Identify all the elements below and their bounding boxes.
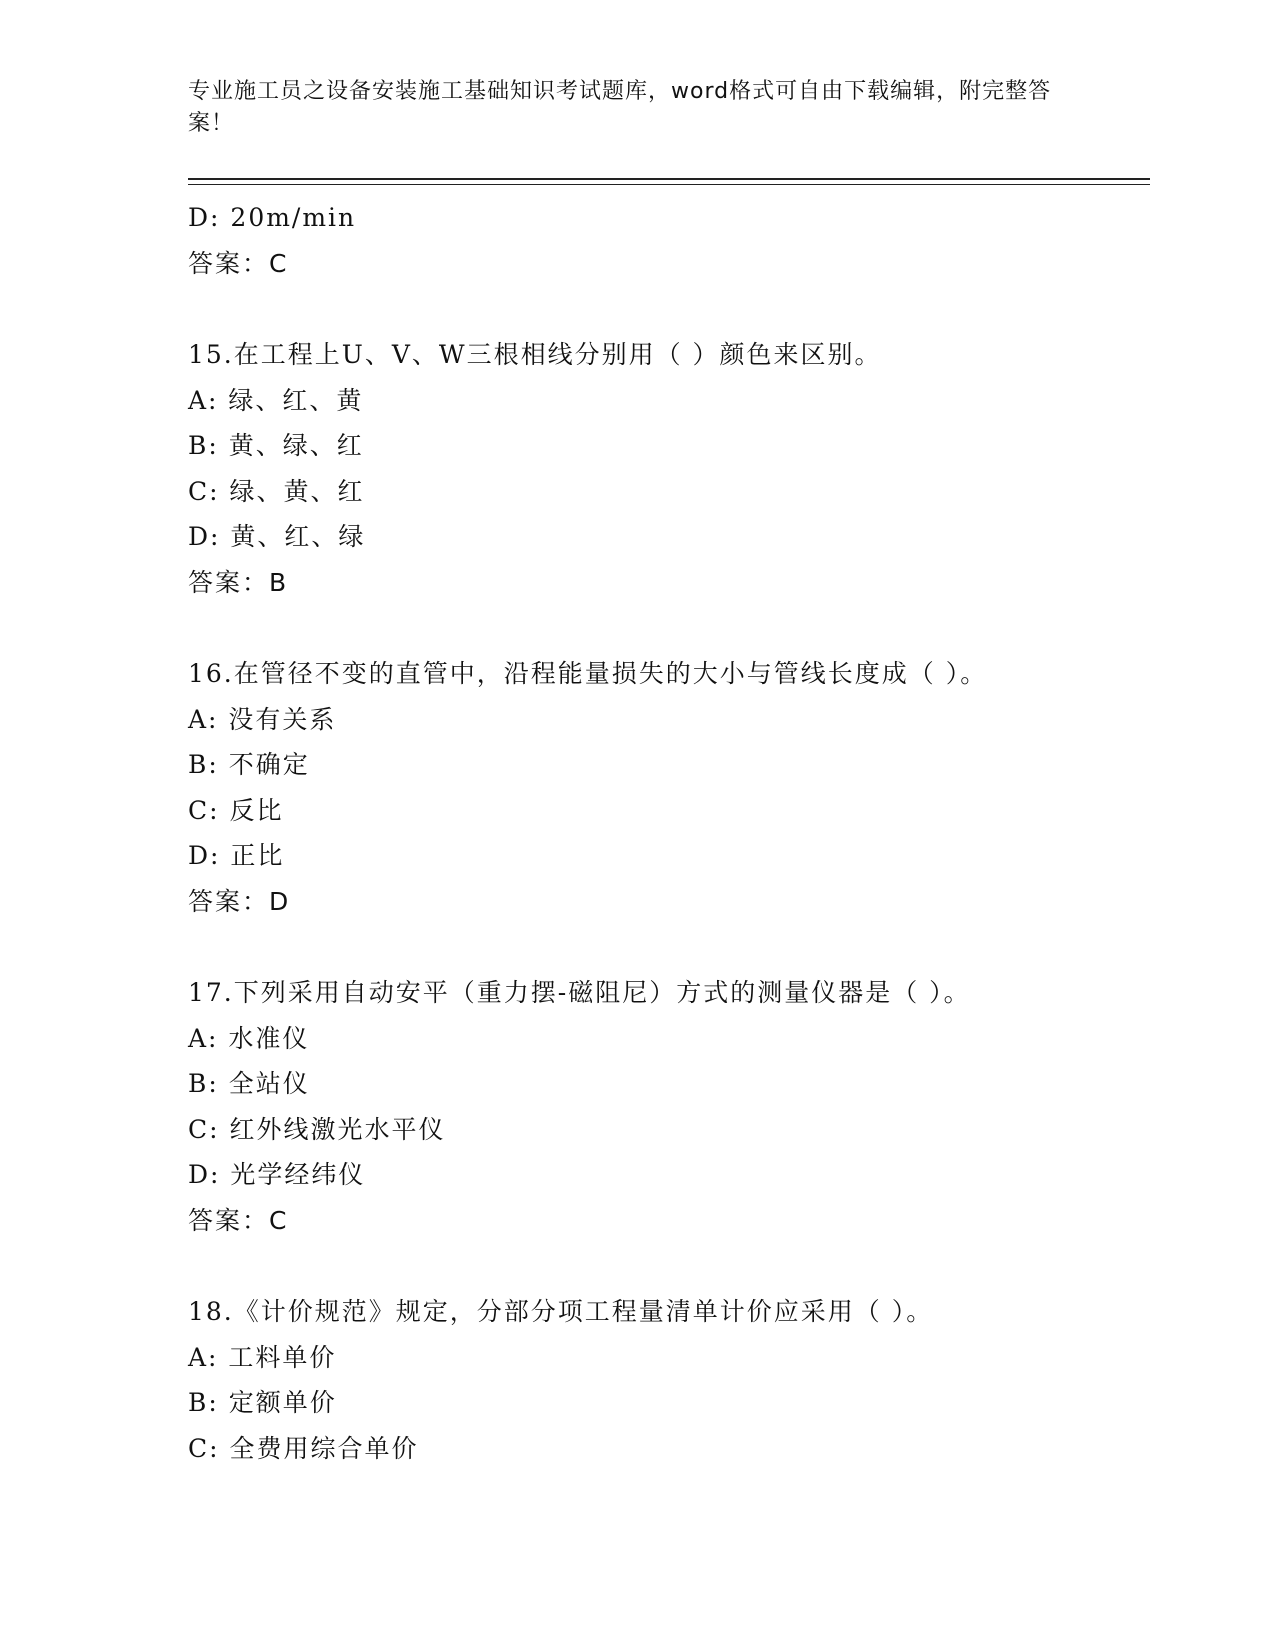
question-17 [188, 970, 1148, 1243]
answer: 答案：C [188, 1205, 289, 1235]
option-c: C: 反比 [188, 795, 284, 825]
header-rule-thin [188, 184, 1150, 185]
option-a: A: 工料单价 [188, 1342, 337, 1372]
question-15 [188, 332, 1148, 605]
answer: 答案：B [188, 567, 289, 597]
option-c: C: 红外线激光水平仪 [188, 1114, 446, 1144]
option-c: C: 全费用综合单价 [188, 1433, 419, 1463]
question-stem: 17.下列采用自动安平（重力摆-磁阻尼）方式的测量仪器是（ ）。 [188, 978, 971, 1007]
document-body [188, 195, 1148, 1471]
question-16 [188, 651, 1148, 924]
prev-option-d: D: 20m/min [188, 203, 357, 232]
spacer [188, 605, 1148, 651]
header-rule-thick [188, 178, 1150, 180]
question-stem: 18.《计价规范》规定，分部分项工程量清单计价应采用（ ）。 [188, 1297, 934, 1326]
option-d: D: 光学经纬仪 [188, 1160, 366, 1189]
answer: 答案：D [188, 886, 291, 916]
option-a: A: 水准仪 [188, 1023, 310, 1053]
option-b: B: 定额单价 [188, 1388, 337, 1417]
question-18 [188, 1289, 1148, 1471]
option-b: B: 全站仪 [188, 1069, 310, 1098]
spacer [188, 286, 1148, 332]
option-b: B: 黄、绿、红 [188, 431, 364, 460]
option-d: D: 正比 [188, 841, 285, 870]
option-a: A: 绿、红、黄 [188, 385, 364, 415]
option-b: B: 不确定 [188, 750, 310, 779]
question-stem: 15.在工程上U、V、W三根相线分别用（ ）颜色来区别。 [188, 340, 882, 369]
prev-answer: 答案：C [188, 248, 289, 278]
option-a: A: 没有关系 [188, 704, 337, 734]
option-d: D: 黄、红、绿 [188, 522, 366, 551]
spacer [188, 924, 1148, 970]
spacer [188, 1243, 1148, 1289]
option-c: C: 绿、黄、红 [188, 476, 365, 506]
document-header: 专业施工员之设备安装施工基础知识考试题库，word格式可自由下载编辑，附完整答案！ [188, 79, 1052, 136]
question-stem: 16.在管径不变的直管中，沿程能量损失的大小与管线长度成（ ）。 [188, 659, 988, 688]
